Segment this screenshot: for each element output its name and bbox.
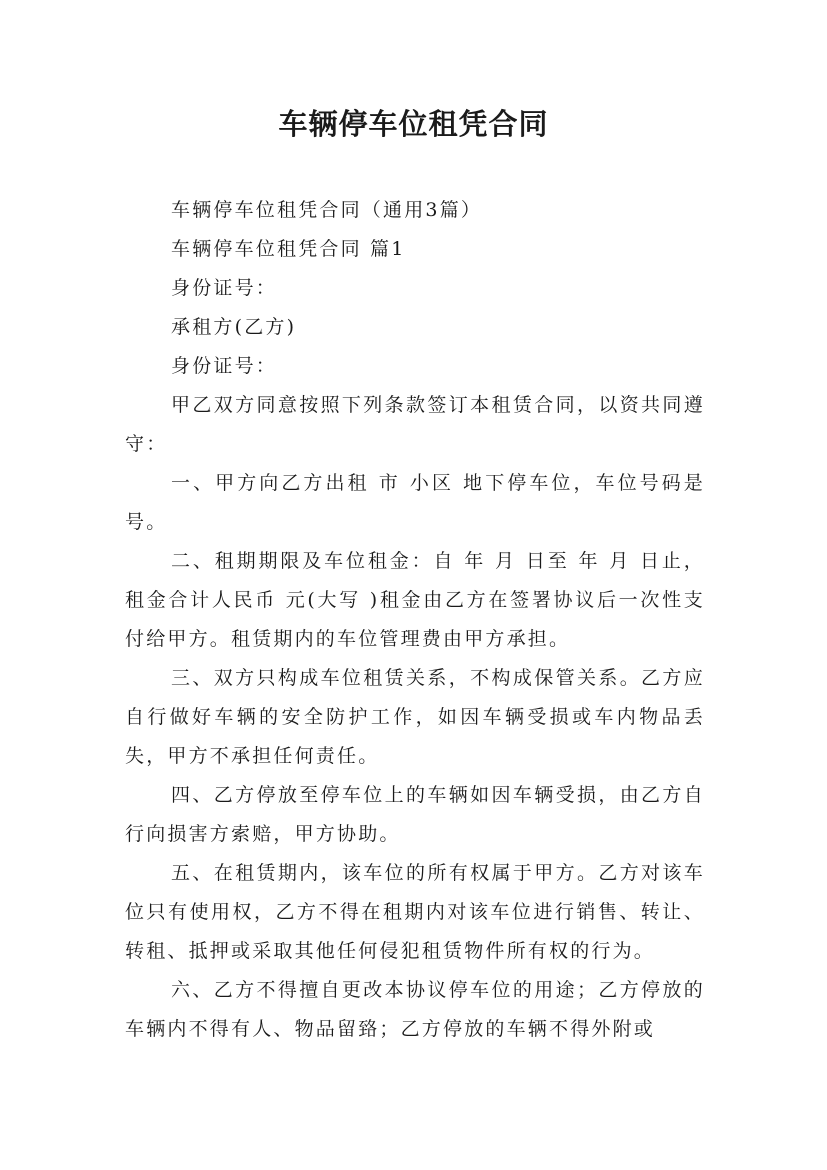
document-title: 车辆停车位租凭合同 — [278, 107, 549, 141]
paragraph-clause-3: 三、双方只构成车位租赁关系，不构成保管关系。乙方应自行做好车辆的安全防护工作，如因车辆受损或车内物品丢失，甲方不承担任何责任。 — [125, 667, 705, 767]
paragraph-clause-4: 四、乙方停放至停车位上的车辆如因车辆受损，由乙方自行向损害方索赔，甲方协助。 — [125, 784, 705, 845]
paragraph-clause-2: 二、租期期限及车位租金：自 年 月 日至 年 月 日止，租金合计人民币 元(大写 )租金由乙方在签署协议后一次性支付给甲方。租赁期内的车位管理费由甲方承担。 — [125, 550, 705, 650]
document-body — [125, 191, 705, 1049]
paragraph-agreement-intro: 甲乙双方同意按照下列条款签订本租赁合同，以资共同遵守： — [125, 394, 705, 455]
paragraph-section-heading: 车辆停车位租凭合同 篇1 — [171, 238, 406, 260]
paragraph-lessee: 承租方(乙方) — [171, 316, 297, 338]
paragraph-clause-1: 一、甲方向乙方出租 市 小区 地下停车位，车位号码是 号。 — [125, 472, 705, 533]
paragraph-id-number-lessor: 身份证号： — [171, 277, 278, 299]
paragraph-clause-6: 六、乙方不得擅自更改本协议停车位的用途；乙方停放的车辆内不得有人、物品留臵；乙方停放的车辆不得外附或 — [125, 979, 705, 1040]
paragraph-subtitle: 车辆停车位租凭合同（通用3篇） — [171, 199, 483, 221]
paragraph-id-number-lessee: 身份证号： — [171, 355, 278, 377]
paragraph-clause-5: 五、在租赁期内，该车位的所有权属于甲方。乙方对该车位只有使用权，乙方不得在租期内对该车位进行销售、转让、转租、抵押或采取其他任何侵犯租赁物件所有权的行为。 — [125, 862, 705, 962]
